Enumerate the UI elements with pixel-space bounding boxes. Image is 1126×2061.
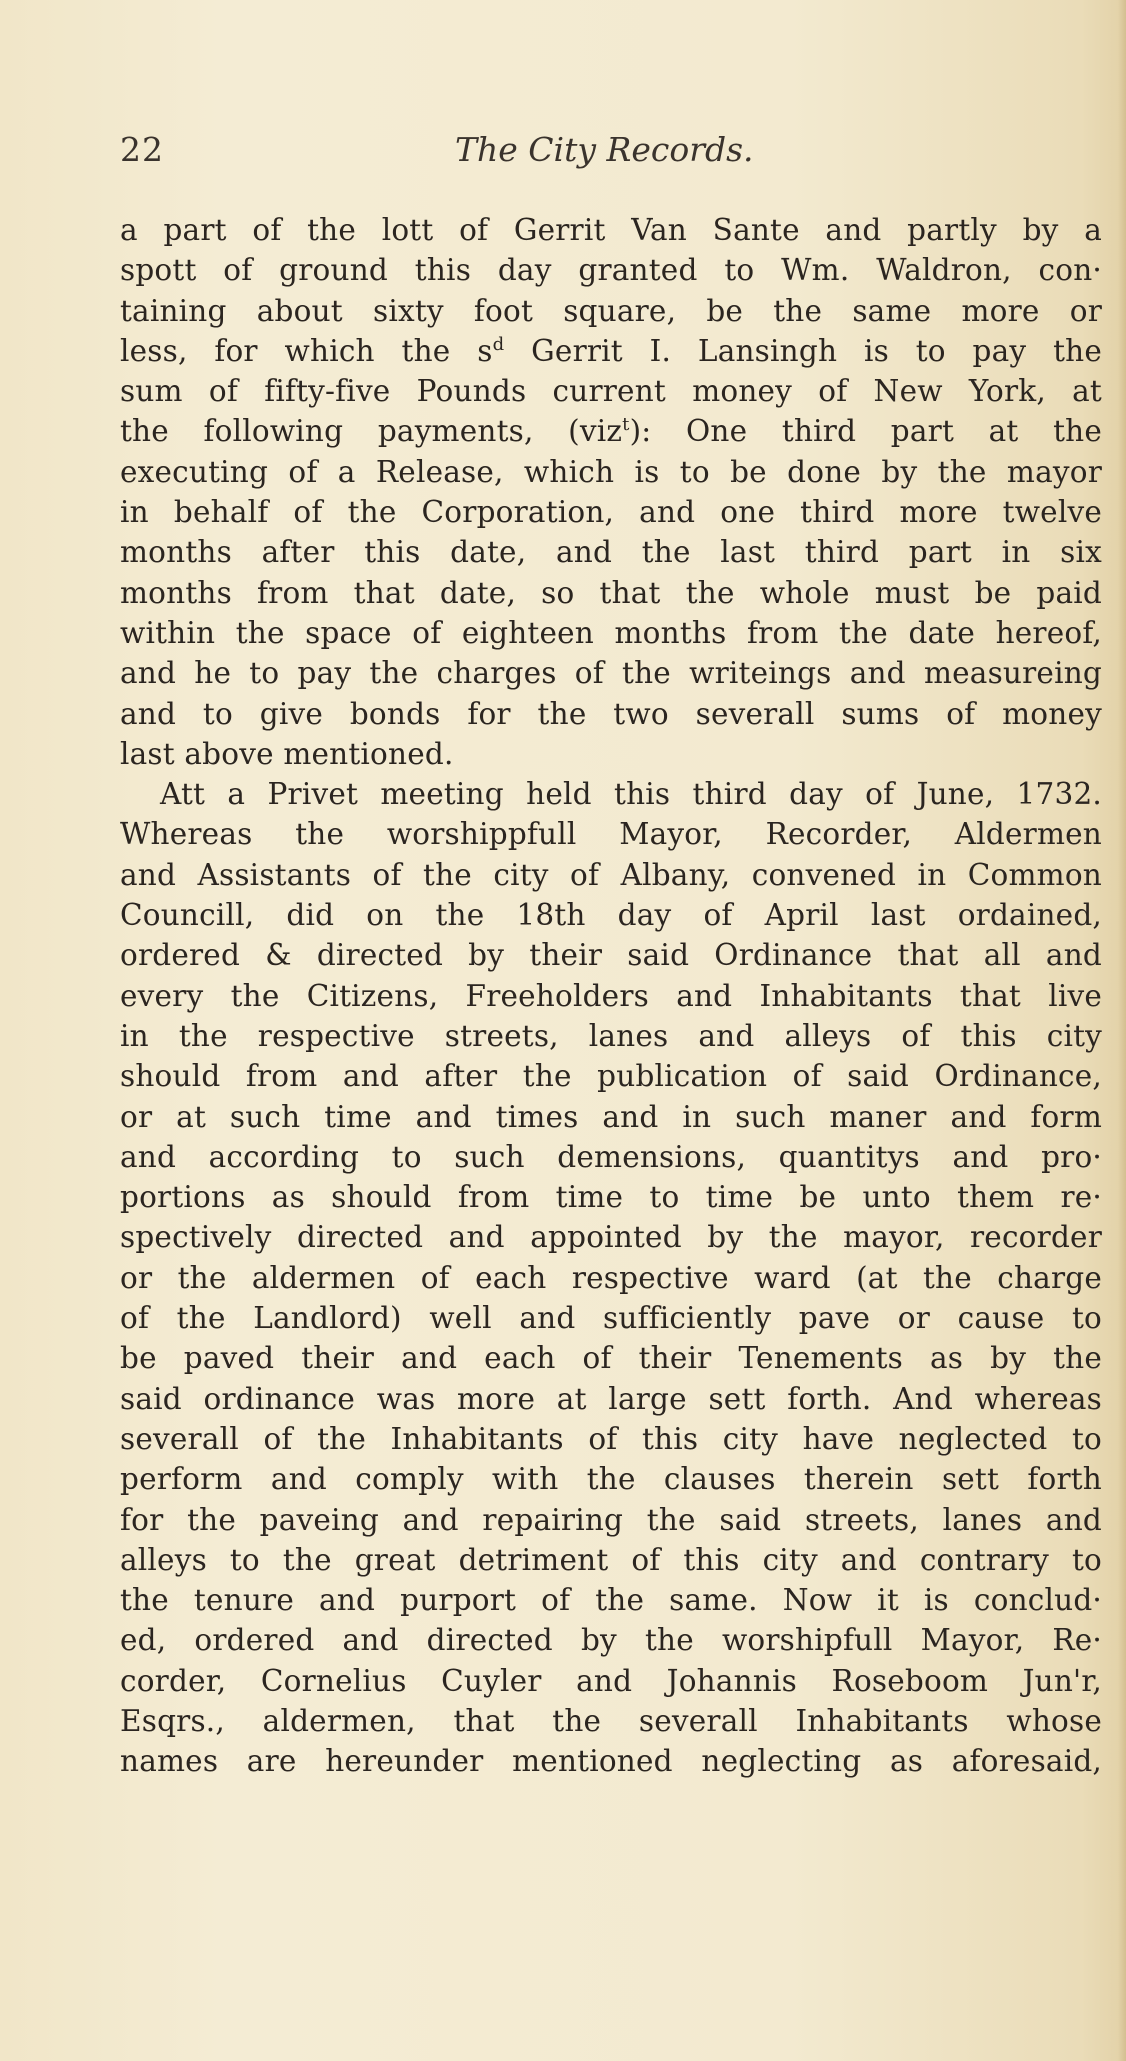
text-line: and according to such demensions, quantitys and pro·: [120, 1139, 1102, 1174]
page-header: [120, 130, 1100, 180]
text-fragment: less, for which the s: [120, 333, 493, 368]
text-line: alleys to the great detriment of this city and contrary to: [120, 1542, 1102, 1577]
text-line: ed, ordered and directed by the worshipfull Mayor, Re·: [120, 1623, 1102, 1658]
text-line: months after this date, and the last third part in six: [120, 535, 1102, 570]
text-line: [120, 411, 1102, 451]
text-line: or the aldermen of each respective ward (at the charge: [120, 1260, 1102, 1295]
text-line: or at such time and times and in such maner and form: [120, 1099, 1102, 1134]
text-line: taining about sixty foot square, be the same more or: [120, 293, 1102, 328]
text-fragment: Gerrit I. Lansingh is to pay the: [504, 333, 1102, 368]
text-line: within the space of eighteen months from the date hereof,: [120, 615, 1102, 650]
text-line: should from and after the publication of said Ordinance,: [120, 1059, 1102, 1094]
text-line: said ordinance was more at large sett forth. And whereas: [120, 1381, 1102, 1416]
text-line: months from that date, so that the whole must be paid: [120, 575, 1102, 610]
text-fragment: ): One third part at the: [629, 414, 1103, 449]
text-line: [120, 331, 1102, 371]
text-line: ordered & directed by their said Ordinance that all and: [120, 938, 1102, 973]
text-line: Councill, did on the 18th day of April last ordained,: [120, 898, 1102, 933]
page-number: 22: [120, 130, 164, 169]
text-line: and Assistants of the city of Albany, convened in Common: [120, 857, 1102, 892]
superscript: t: [622, 414, 630, 436]
text-line: a part of the lott of Gerrit Van Sante and partly by a: [120, 213, 1102, 247]
text-line: be paved their and each of their Tenements as by the: [120, 1341, 1102, 1376]
text-line: spott of ground this day granted to Wm. Waldron, con·: [120, 253, 1102, 288]
text-line: executing of a Release, which is to be done by the mayor: [120, 454, 1102, 489]
text-line: last above mentioned.: [120, 736, 454, 771]
text-line: Esqrs., aldermen, that the severall Inhabitants whose: [120, 1703, 1102, 1738]
text-line: the tenure and purport of the same. Now it is conclud·: [120, 1583, 1102, 1618]
text-line: every the Citizens, Freeholders and Inhabitants that live: [120, 978, 1102, 1013]
text-line: in behalf of the Corporation, and one third more twelve: [120, 495, 1102, 530]
text-fragment: the following payments, (viz: [120, 414, 623, 449]
text-line: Att a Privet meeting held this third day of June, 1732.: [160, 777, 1102, 812]
text-line: spectively directed and appointed by the mayor, recorder: [120, 1220, 1102, 1255]
text-line: Whereas the worshippfull Mayor, Recorder, Aldermen: [120, 817, 1102, 852]
text-line: and he to pay the charges of the writeings and measureing: [120, 656, 1102, 691]
text-line: for the paveing and repairing the said streets, lanes and: [120, 1502, 1102, 1537]
text-line: severall of the Inhabitants of this city have neglected to: [120, 1421, 1102, 1456]
superscript: d: [492, 334, 505, 356]
text-line: sum of fifty-five Pounds current money of New York, at: [120, 374, 1102, 409]
text-line: perform and comply with the clauses therein sett forth: [120, 1462, 1102, 1497]
text-line: in the respective streets, lanes and alleys of this city: [120, 1018, 1102, 1053]
running-title: The City Records.: [455, 130, 754, 169]
text-line: names are hereunder mentioned neglecting as aforesaid,: [120, 1744, 1102, 1779]
text-line: of the Landlord) well and sufficiently pave or cause to: [120, 1301, 1102, 1336]
text-line: corder, Cornelius Cuyler and Johannis Roseboom Jun'r,: [120, 1663, 1102, 1698]
body-text: [120, 210, 1102, 1782]
text-line: portions as should from time to time be unto them re·: [120, 1180, 1102, 1215]
text-line: and to give bonds for the two severall sums of money: [120, 696, 1102, 731]
page-edge: [1118, 0, 1126, 2061]
